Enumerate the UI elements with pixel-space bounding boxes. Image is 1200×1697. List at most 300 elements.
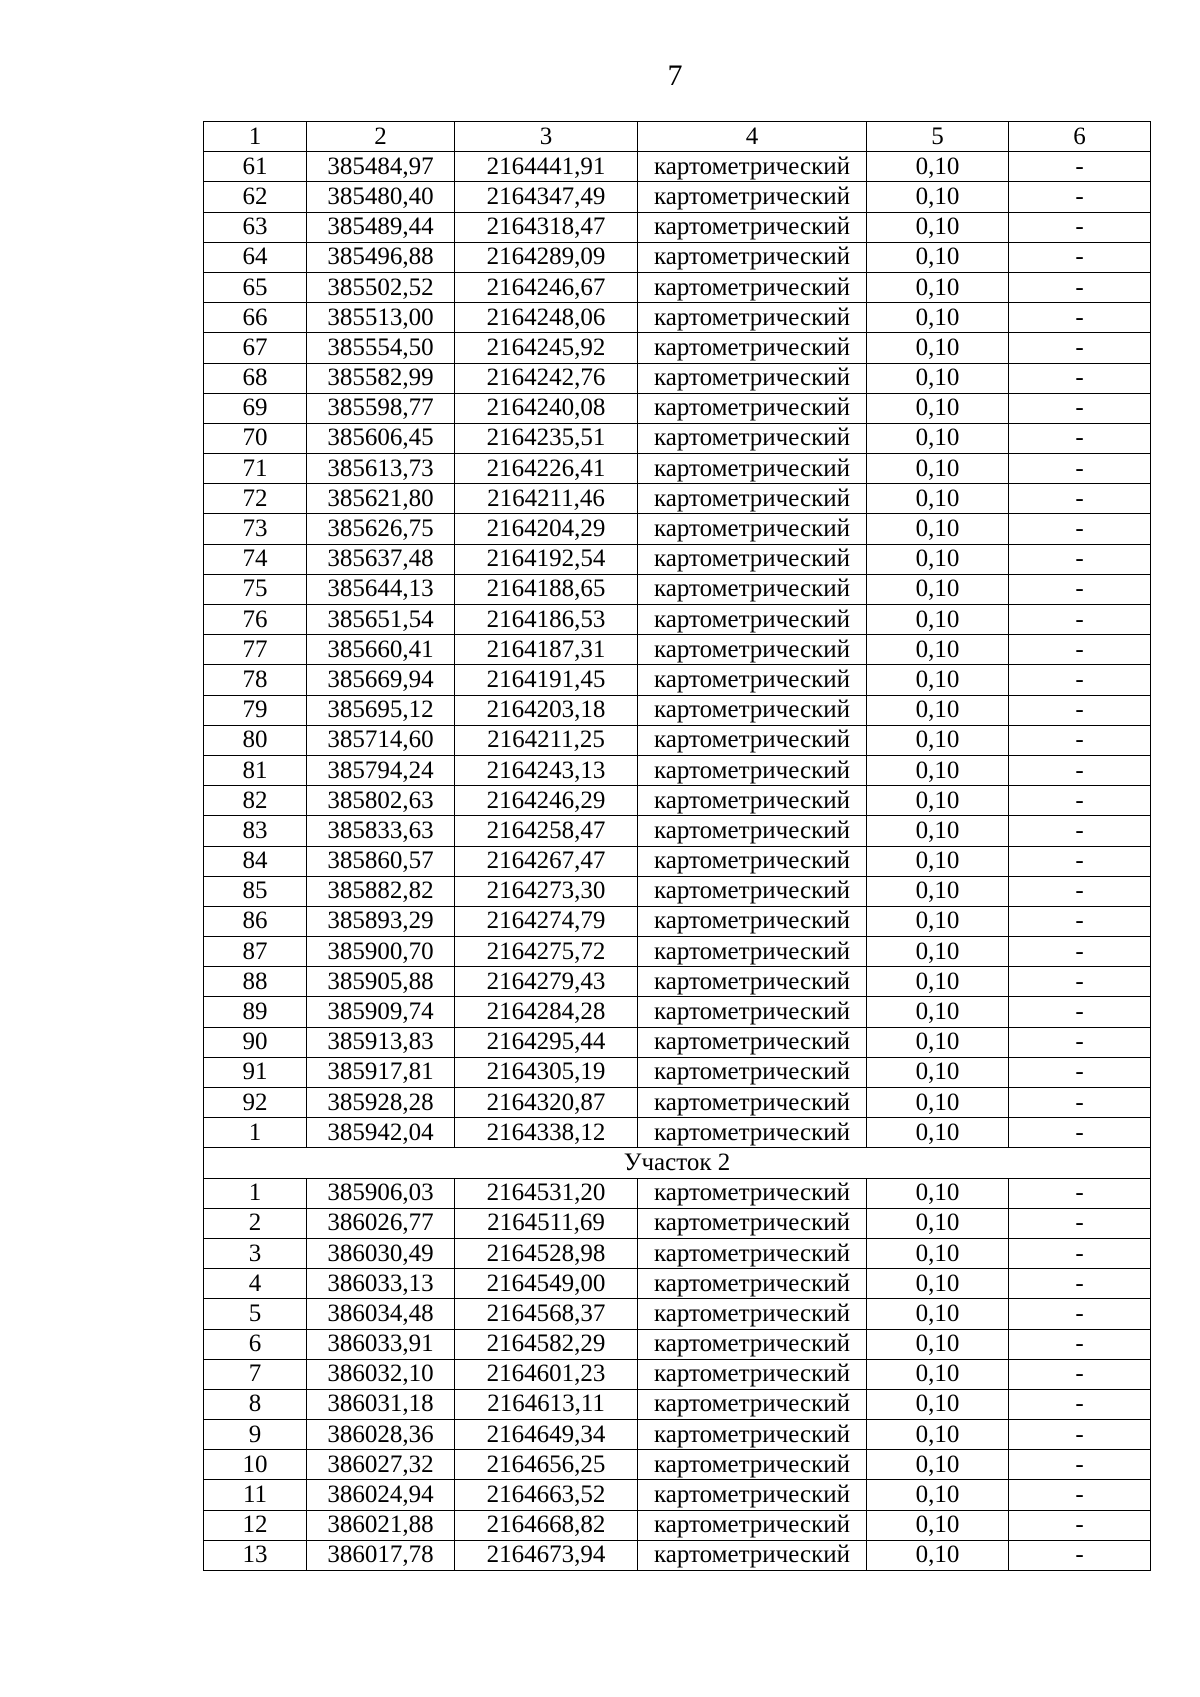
table-cell: картометрический: [638, 544, 867, 574]
table-row: [204, 303, 1151, 333]
table-cell: 82: [204, 786, 307, 816]
section-row: [204, 1148, 1151, 1178]
table-cell: 0,10: [867, 363, 1009, 393]
header-row: [204, 122, 1151, 152]
table-row: [204, 1269, 1151, 1299]
table-cell: 386017,78: [307, 1540, 455, 1570]
table-cell: 61: [204, 152, 307, 182]
table-cell: 0,10: [867, 846, 1009, 876]
table-cell: 385626,75: [307, 514, 455, 544]
table-cell: 385794,24: [307, 755, 455, 785]
table-cell: 80: [204, 725, 307, 755]
table-cell: 2164242,76: [455, 363, 638, 393]
table-row: [204, 1238, 1151, 1268]
table-cell: 385882,82: [307, 876, 455, 906]
table-cell: картометрический: [638, 1450, 867, 1480]
table-cell: 386024,94: [307, 1480, 455, 1510]
table-cell: -: [1009, 605, 1151, 635]
table-cell: -: [1009, 1057, 1151, 1087]
table-cell: 2164246,29: [455, 786, 638, 816]
table-cell: картометрический: [638, 937, 867, 967]
table-cell: 0,10: [867, 574, 1009, 604]
table-cell: -: [1009, 1299, 1151, 1329]
table-cell: -: [1009, 1269, 1151, 1299]
table-cell: -: [1009, 272, 1151, 302]
table-cell: 385893,29: [307, 906, 455, 936]
table-cell: 2164582,29: [455, 1329, 638, 1359]
page-number: 7: [667, 59, 683, 92]
table-cell: 2164235,51: [455, 423, 638, 453]
table-cell: 385606,45: [307, 423, 455, 453]
table-row: [204, 1329, 1151, 1359]
table-cell: 2164656,25: [455, 1450, 638, 1480]
table-cell: картометрический: [638, 182, 867, 212]
table-cell: картометрический: [638, 635, 867, 665]
table-cell: картометрический: [638, 967, 867, 997]
table-cell: 385554,50: [307, 333, 455, 363]
table-cell: -: [1009, 635, 1151, 665]
table-cell: 0,10: [867, 1510, 1009, 1540]
table-cell: 0,10: [867, 423, 1009, 453]
table-cell: 2164289,09: [455, 242, 638, 272]
table-cell: картометрический: [638, 574, 867, 604]
table-cell: -: [1009, 242, 1151, 272]
table-row: [204, 1178, 1151, 1208]
table-cell: 0,10: [867, 1088, 1009, 1118]
table-cell: 0,10: [867, 1299, 1009, 1329]
table-cell: 385913,83: [307, 1027, 455, 1057]
table-cell: 2164649,34: [455, 1420, 638, 1450]
table-cell: 5: [204, 1299, 307, 1329]
table-cell: 86: [204, 906, 307, 936]
table-cell: 0,10: [867, 514, 1009, 544]
table-cell: -: [1009, 303, 1151, 333]
table-cell: -: [1009, 816, 1151, 846]
table-cell: 2164246,67: [455, 272, 638, 302]
table-cell: 2164203,18: [455, 695, 638, 725]
table-row: [204, 635, 1151, 665]
table-cell: 64: [204, 242, 307, 272]
table-cell: 0,10: [867, 997, 1009, 1027]
table-cell: 0,10: [867, 1238, 1009, 1268]
table-cell: -: [1009, 212, 1151, 242]
table-cell: -: [1009, 423, 1151, 453]
table-cell: 1: [204, 1178, 307, 1208]
table-row: [204, 937, 1151, 967]
table-row: [204, 363, 1151, 393]
table-row: [204, 695, 1151, 725]
table-cell: 385484,97: [307, 152, 455, 182]
table-cell: 83: [204, 816, 307, 846]
table-cell: 2164318,47: [455, 212, 638, 242]
table-cell: картометрический: [638, 1480, 867, 1510]
table-cell: 6: [204, 1329, 307, 1359]
table-cell: 65: [204, 272, 307, 302]
table-cell: 0,10: [867, 1359, 1009, 1389]
table-cell: 385613,73: [307, 454, 455, 484]
table-cell: 2164338,12: [455, 1118, 638, 1148]
table-cell: картометрический: [638, 1510, 867, 1540]
table-cell: 0,10: [867, 786, 1009, 816]
table-row: [204, 1540, 1151, 1570]
table-cell: 386032,10: [307, 1359, 455, 1389]
table-row: [204, 1510, 1151, 1540]
table-cell: 385860,57: [307, 846, 455, 876]
table-cell: 385651,54: [307, 605, 455, 635]
table-cell: картометрический: [638, 1389, 867, 1419]
table-cell: картометрический: [638, 152, 867, 182]
table-cell: 0,10: [867, 242, 1009, 272]
table-cell: 84: [204, 846, 307, 876]
table-cell: 2164511,69: [455, 1208, 638, 1238]
table-cell: картометрический: [638, 816, 867, 846]
table-cell: -: [1009, 1027, 1151, 1057]
table-cell: 0,10: [867, 1420, 1009, 1450]
table-cell: -: [1009, 1510, 1151, 1540]
table-row: [204, 786, 1151, 816]
table-cell: 385906,03: [307, 1178, 455, 1208]
table-cell: 385942,04: [307, 1118, 455, 1148]
table-cell: картометрический: [638, 1027, 867, 1057]
table-cell: 0,10: [867, 272, 1009, 302]
table-cell: картометрический: [638, 695, 867, 725]
table-cell: 91: [204, 1057, 307, 1087]
table-cell: 385900,70: [307, 937, 455, 967]
table-cell: картометрический: [638, 1057, 867, 1087]
table-cell: -: [1009, 363, 1151, 393]
table-cell: 0,10: [867, 1208, 1009, 1238]
table-cell: -: [1009, 967, 1151, 997]
header-cell: 5: [867, 122, 1009, 152]
table-cell: 385496,88: [307, 242, 455, 272]
table-cell: 385669,94: [307, 665, 455, 695]
header-cell: 2: [307, 122, 455, 152]
table-cell: картометрический: [638, 786, 867, 816]
table-cell: 87: [204, 937, 307, 967]
table-cell: 2164549,00: [455, 1269, 638, 1299]
table-row: [204, 272, 1151, 302]
table-cell: 385714,60: [307, 725, 455, 755]
table-cell: картометрический: [638, 1269, 867, 1299]
table-cell: -: [1009, 997, 1151, 1027]
table-cell: 2164245,92: [455, 333, 638, 363]
table-cell: 0,10: [867, 484, 1009, 514]
table-cell: 2164248,06: [455, 303, 638, 333]
table-cell: -: [1009, 755, 1151, 785]
table-cell: 68: [204, 363, 307, 393]
table-cell: 1: [204, 1118, 307, 1148]
header-cell: 3: [455, 122, 638, 152]
table-row: [204, 574, 1151, 604]
table-cell: 2164273,30: [455, 876, 638, 906]
table-cell: 0,10: [867, 1057, 1009, 1087]
table-cell: картометрический: [638, 1178, 867, 1208]
table-cell: 0,10: [867, 1389, 1009, 1419]
table-cell: 2164279,43: [455, 967, 638, 997]
table-cell: 385644,13: [307, 574, 455, 604]
table-cell: 2164267,47: [455, 846, 638, 876]
table-cell: картометрический: [638, 1118, 867, 1148]
table-cell: картометрический: [638, 755, 867, 785]
table-cell: 385660,41: [307, 635, 455, 665]
table-cell: -: [1009, 1450, 1151, 1480]
table-cell: 0,10: [867, 1329, 1009, 1359]
table-cell: 0,10: [867, 152, 1009, 182]
table-row: [204, 1420, 1151, 1450]
table-row: [204, 242, 1151, 272]
table-cell: 386033,91: [307, 1329, 455, 1359]
table-cell: 0,10: [867, 1118, 1009, 1148]
table-row: [204, 755, 1151, 785]
table-cell: 63: [204, 212, 307, 242]
table-cell: 2164347,49: [455, 182, 638, 212]
table-cell: картометрический: [638, 1238, 867, 1268]
table-cell: 385489,44: [307, 212, 455, 242]
table-cell: картометрический: [638, 363, 867, 393]
table-cell: 0,10: [867, 1027, 1009, 1057]
header-cell: 1: [204, 122, 307, 152]
table-cell: 385598,77: [307, 393, 455, 423]
table-cell: 386033,13: [307, 1269, 455, 1299]
table-cell: 81: [204, 755, 307, 785]
table-cell: 2164211,46: [455, 484, 638, 514]
table-row: [204, 665, 1151, 695]
table-row: [204, 514, 1151, 544]
table-cell: -: [1009, 1359, 1151, 1389]
table-cell: -: [1009, 1389, 1151, 1419]
table-cell: 2164226,41: [455, 454, 638, 484]
table-cell: 385695,12: [307, 695, 455, 725]
table-cell: 386030,49: [307, 1238, 455, 1268]
table-row: [204, 1450, 1151, 1480]
table-cell: -: [1009, 665, 1151, 695]
table-cell: картометрический: [638, 514, 867, 544]
table-cell: 0,10: [867, 1480, 1009, 1510]
table-row: [204, 1027, 1151, 1057]
table-row: [204, 454, 1151, 484]
table-cell: 2164568,37: [455, 1299, 638, 1329]
table-row: [204, 1057, 1151, 1087]
table-cell: 90: [204, 1027, 307, 1057]
table-cell: 2164275,72: [455, 937, 638, 967]
table-cell: -: [1009, 1178, 1151, 1208]
table-cell: 2164192,54: [455, 544, 638, 574]
table-cell: картометрический: [638, 1208, 867, 1238]
table-cell: 0,10: [867, 937, 1009, 967]
table-cell: 0,10: [867, 605, 1009, 635]
table-cell: 0,10: [867, 182, 1009, 212]
table-cell: 2164531,20: [455, 1178, 638, 1208]
table-cell: 2164186,53: [455, 605, 638, 635]
table-cell: картометрический: [638, 876, 867, 906]
table-cell: 79: [204, 695, 307, 725]
table-row: [204, 997, 1151, 1027]
table-row: [204, 1299, 1151, 1329]
table-cell: картометрический: [638, 1359, 867, 1389]
table-cell: 11: [204, 1480, 307, 1510]
table-cell: картометрический: [638, 725, 867, 755]
table-cell: 71: [204, 454, 307, 484]
table-cell: 0,10: [867, 212, 1009, 242]
table-cell: 385905,88: [307, 967, 455, 997]
table-cell: 88: [204, 967, 307, 997]
table-cell: 8: [204, 1389, 307, 1419]
table-cell: 386027,32: [307, 1450, 455, 1480]
table-cell: картометрический: [638, 272, 867, 302]
table-cell: 78: [204, 665, 307, 695]
table-cell: 76: [204, 605, 307, 635]
table-row: [204, 605, 1151, 635]
table-cell: 74: [204, 544, 307, 574]
table-row: [204, 423, 1151, 453]
table-cell: 2164305,19: [455, 1057, 638, 1087]
table-cell: 2164663,52: [455, 1480, 638, 1510]
table-cell: 2164668,82: [455, 1510, 638, 1540]
section-title: Участок 2: [204, 1148, 1151, 1178]
table-cell: 0,10: [867, 725, 1009, 755]
table-row: [204, 152, 1151, 182]
table-cell: 386034,48: [307, 1299, 455, 1329]
table-cell: -: [1009, 846, 1151, 876]
table-cell: 385833,63: [307, 816, 455, 846]
table-cell: картометрический: [638, 484, 867, 514]
table-cell: -: [1009, 574, 1151, 604]
table-row: [204, 906, 1151, 936]
table-cell: 72: [204, 484, 307, 514]
table-cell: 2164284,28: [455, 997, 638, 1027]
table-row: [204, 876, 1151, 906]
table-cell: -: [1009, 152, 1151, 182]
table-cell: 2164320,87: [455, 1088, 638, 1118]
table-row: [204, 484, 1151, 514]
table-cell: 89: [204, 997, 307, 1027]
table-cell: 4: [204, 1269, 307, 1299]
table-cell: 0,10: [867, 755, 1009, 785]
table-cell: -: [1009, 1208, 1151, 1238]
table-cell: 385621,80: [307, 484, 455, 514]
table-cell: 2164240,08: [455, 393, 638, 423]
table-row: [204, 544, 1151, 574]
table-cell: 2164243,13: [455, 755, 638, 785]
table-row: [204, 393, 1151, 423]
table-cell: 385480,40: [307, 182, 455, 212]
table-cell: 2164613,11: [455, 1389, 638, 1419]
table-cell: 2164441,91: [455, 152, 638, 182]
table-cell: -: [1009, 454, 1151, 484]
table-cell: картометрический: [638, 1088, 867, 1118]
table-cell: -: [1009, 393, 1151, 423]
table-cell: -: [1009, 1329, 1151, 1359]
table-cell: 2: [204, 1208, 307, 1238]
table-row: [204, 182, 1151, 212]
table-cell: 67: [204, 333, 307, 363]
table-cell: -: [1009, 1238, 1151, 1268]
header-cell: 4: [638, 122, 867, 152]
table-cell: 62: [204, 182, 307, 212]
table-cell: 9: [204, 1420, 307, 1450]
table-cell: 7: [204, 1359, 307, 1389]
table-row: [204, 333, 1151, 363]
table-cell: 92: [204, 1088, 307, 1118]
table-cell: 0,10: [867, 1450, 1009, 1480]
table-cell: 2164295,44: [455, 1027, 638, 1057]
table-cell: 385582,99: [307, 363, 455, 393]
table-row: [204, 1359, 1151, 1389]
table-cell: -: [1009, 937, 1151, 967]
coordinates-table: [203, 121, 1151, 1571]
table-cell: 75: [204, 574, 307, 604]
table-cell: 2164204,29: [455, 514, 638, 544]
table-cell: картометрический: [638, 423, 867, 453]
table-cell: картометрический: [638, 333, 867, 363]
table-cell: 2164601,23: [455, 1359, 638, 1389]
table-cell: картометрический: [638, 393, 867, 423]
header-cell: 6: [1009, 122, 1151, 152]
table-cell: 0,10: [867, 906, 1009, 936]
table-cell: картометрический: [638, 605, 867, 635]
table-cell: -: [1009, 876, 1151, 906]
table-cell: -: [1009, 695, 1151, 725]
table-cell: картометрический: [638, 242, 867, 272]
table-cell: 69: [204, 393, 307, 423]
table-cell: 385917,81: [307, 1057, 455, 1087]
table-cell: 13: [204, 1540, 307, 1570]
table-cell: 385637,48: [307, 544, 455, 574]
table-cell: 0,10: [867, 1178, 1009, 1208]
table-cell: -: [1009, 484, 1151, 514]
table-cell: -: [1009, 786, 1151, 816]
table-row: [204, 967, 1151, 997]
table-cell: 73: [204, 514, 307, 544]
table-cell: 0,10: [867, 393, 1009, 423]
table-cell: 0,10: [867, 635, 1009, 665]
table-row: [204, 816, 1151, 846]
table-cell: 385909,74: [307, 997, 455, 1027]
table-cell: картометрический: [638, 1540, 867, 1570]
table-cell: 0,10: [867, 1540, 1009, 1570]
table-cell: 2164211,25: [455, 725, 638, 755]
table-cell: 386021,88: [307, 1510, 455, 1540]
table-cell: картометрический: [638, 212, 867, 242]
table-cell: 0,10: [867, 544, 1009, 574]
table-body: [204, 122, 1151, 1571]
table-cell: 2164274,79: [455, 906, 638, 936]
table-cell: 0,10: [867, 876, 1009, 906]
table-cell: 2164258,47: [455, 816, 638, 846]
table-cell: -: [1009, 1420, 1151, 1450]
table-cell: 2164191,45: [455, 665, 638, 695]
table-cell: 0,10: [867, 1269, 1009, 1299]
table-row: [204, 1389, 1151, 1419]
table-cell: 10: [204, 1450, 307, 1480]
table-cell: 2164673,94: [455, 1540, 638, 1570]
table-cell: 0,10: [867, 695, 1009, 725]
table-cell: 0,10: [867, 303, 1009, 333]
table-cell: 0,10: [867, 967, 1009, 997]
table-cell: 12: [204, 1510, 307, 1540]
table-cell: 0,10: [867, 333, 1009, 363]
table-cell: 2164187,31: [455, 635, 638, 665]
table-cell: картометрический: [638, 1299, 867, 1329]
table-cell: 77: [204, 635, 307, 665]
table-cell: 385928,28: [307, 1088, 455, 1118]
table-cell: -: [1009, 1540, 1151, 1570]
table-cell: -: [1009, 906, 1151, 936]
table-cell: 0,10: [867, 454, 1009, 484]
table-row: [204, 1480, 1151, 1510]
table-cell: 386031,18: [307, 1389, 455, 1419]
table-cell: 385502,52: [307, 272, 455, 302]
